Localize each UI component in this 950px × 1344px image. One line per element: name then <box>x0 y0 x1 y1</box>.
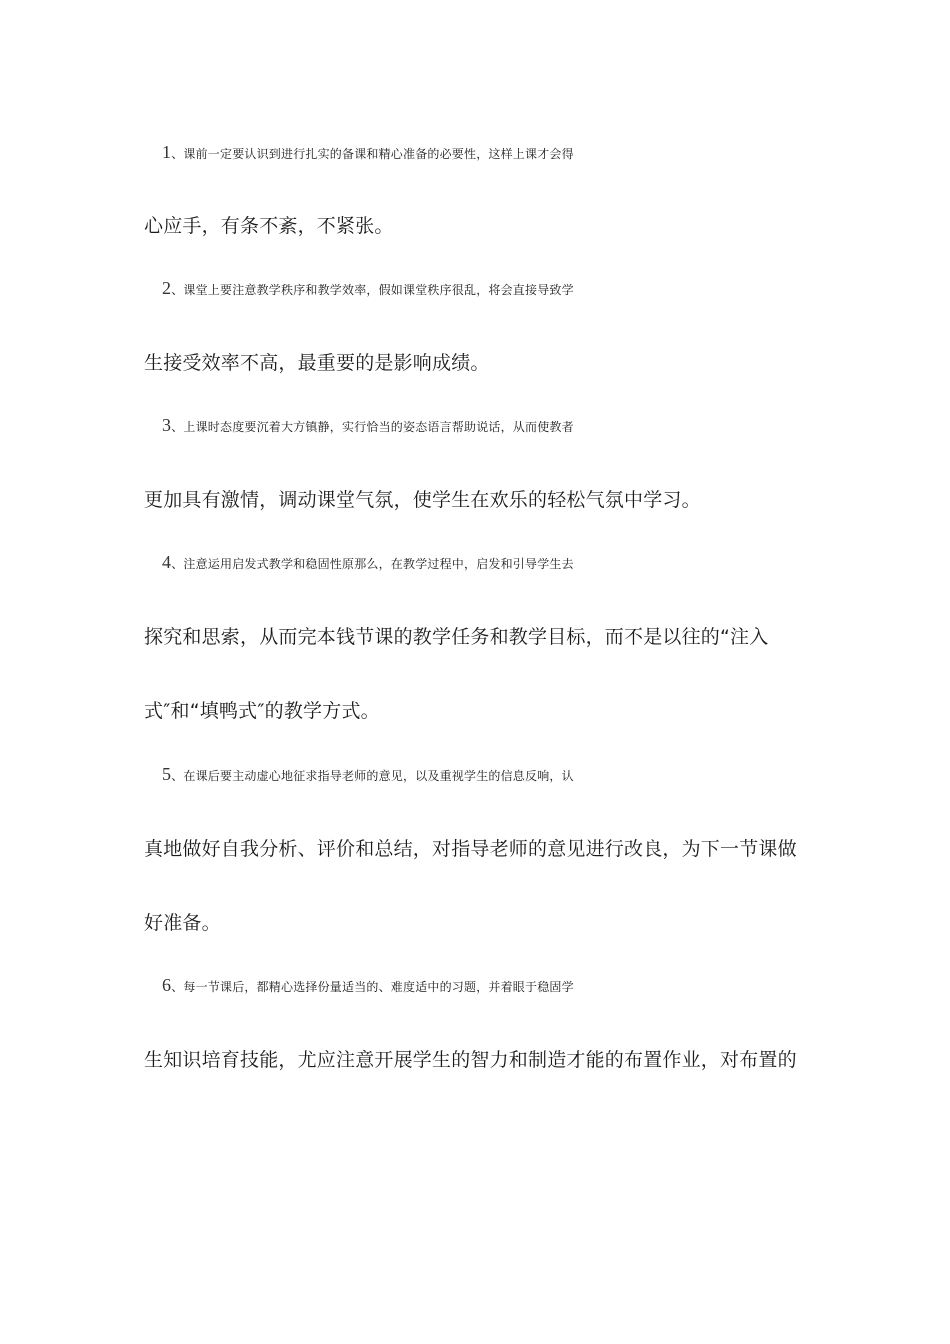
paragraph-4-number: 4 <box>162 552 172 572</box>
paragraph-2-line-2: 生接受效率不高，最重要的是影响成绩。 <box>144 352 490 374</box>
paragraph-4-text-1: 、注意运用启发式教学和稳固性原那么，在教学过程中，启发和引导学生去 <box>171 557 574 571</box>
paragraph-6-line-2: 生知识培育技能，尤应注意开展学生的智力和制造才能的布置作业，对布置的 <box>144 1049 797 1071</box>
paragraph-4-line-2: 探究和思索，从而完本钱节课的教学任务和教学目标，而不是以往的“注入 <box>144 626 769 648</box>
paragraph-1-number: 1 <box>162 142 172 162</box>
paragraph-2-line-1 <box>162 275 832 303</box>
paragraph-1-line-1 <box>162 139 832 167</box>
paragraph-4-line-1 <box>162 549 832 577</box>
paragraph-2-text-1: 、课堂上要注意教学秩序和教学效率，假如课堂秩序很乱，将会直接导致学 <box>171 283 574 297</box>
paragraph-5-line-1 <box>162 761 832 789</box>
paragraph-5-line-3: 好准备。 <box>144 912 221 934</box>
paragraph-3-number: 3 <box>162 415 172 435</box>
paragraph-3-text-1: 、上课时态度要沉着大方镇静，实行恰当的姿态语言帮助说话，从而使教者 <box>171 420 574 434</box>
paragraph-5-line-2: 真地做好自我分析、评价和总结，对指导老师的意见进行改良，为下一节课做 <box>144 838 797 860</box>
paragraph-5-number: 5 <box>162 764 172 784</box>
paragraph-1-text-1: 、课前一定要认识到进行扎实的备课和精心准备的必要性，这样上课才会得 <box>171 147 574 161</box>
paragraph-6-text-1: 、每一节课后，都精心选择份量适当的、难度适中的习题，并着眼于稳固学 <box>171 980 574 994</box>
paragraph-6-line-1 <box>162 972 832 1000</box>
paragraph-6-number: 6 <box>162 975 172 995</box>
paragraph-2-number: 2 <box>162 278 172 298</box>
paragraph-3-line-1 <box>162 412 832 440</box>
paragraph-4-line-3: 式″和“填鸭式″的教学方式。 <box>144 700 380 722</box>
paragraph-1-line-2: 心应手，有条不紊，不紧张。 <box>144 215 394 237</box>
paragraph-5-text-1: 、在课后要主动虚心地征求指导老师的意见，以及重视学生的信息反响，认 <box>171 769 574 783</box>
paragraph-3-line-2: 更加具有激情，调动课堂气氛，使学生在欢乐的轻松气氛中学习。 <box>144 489 701 511</box>
